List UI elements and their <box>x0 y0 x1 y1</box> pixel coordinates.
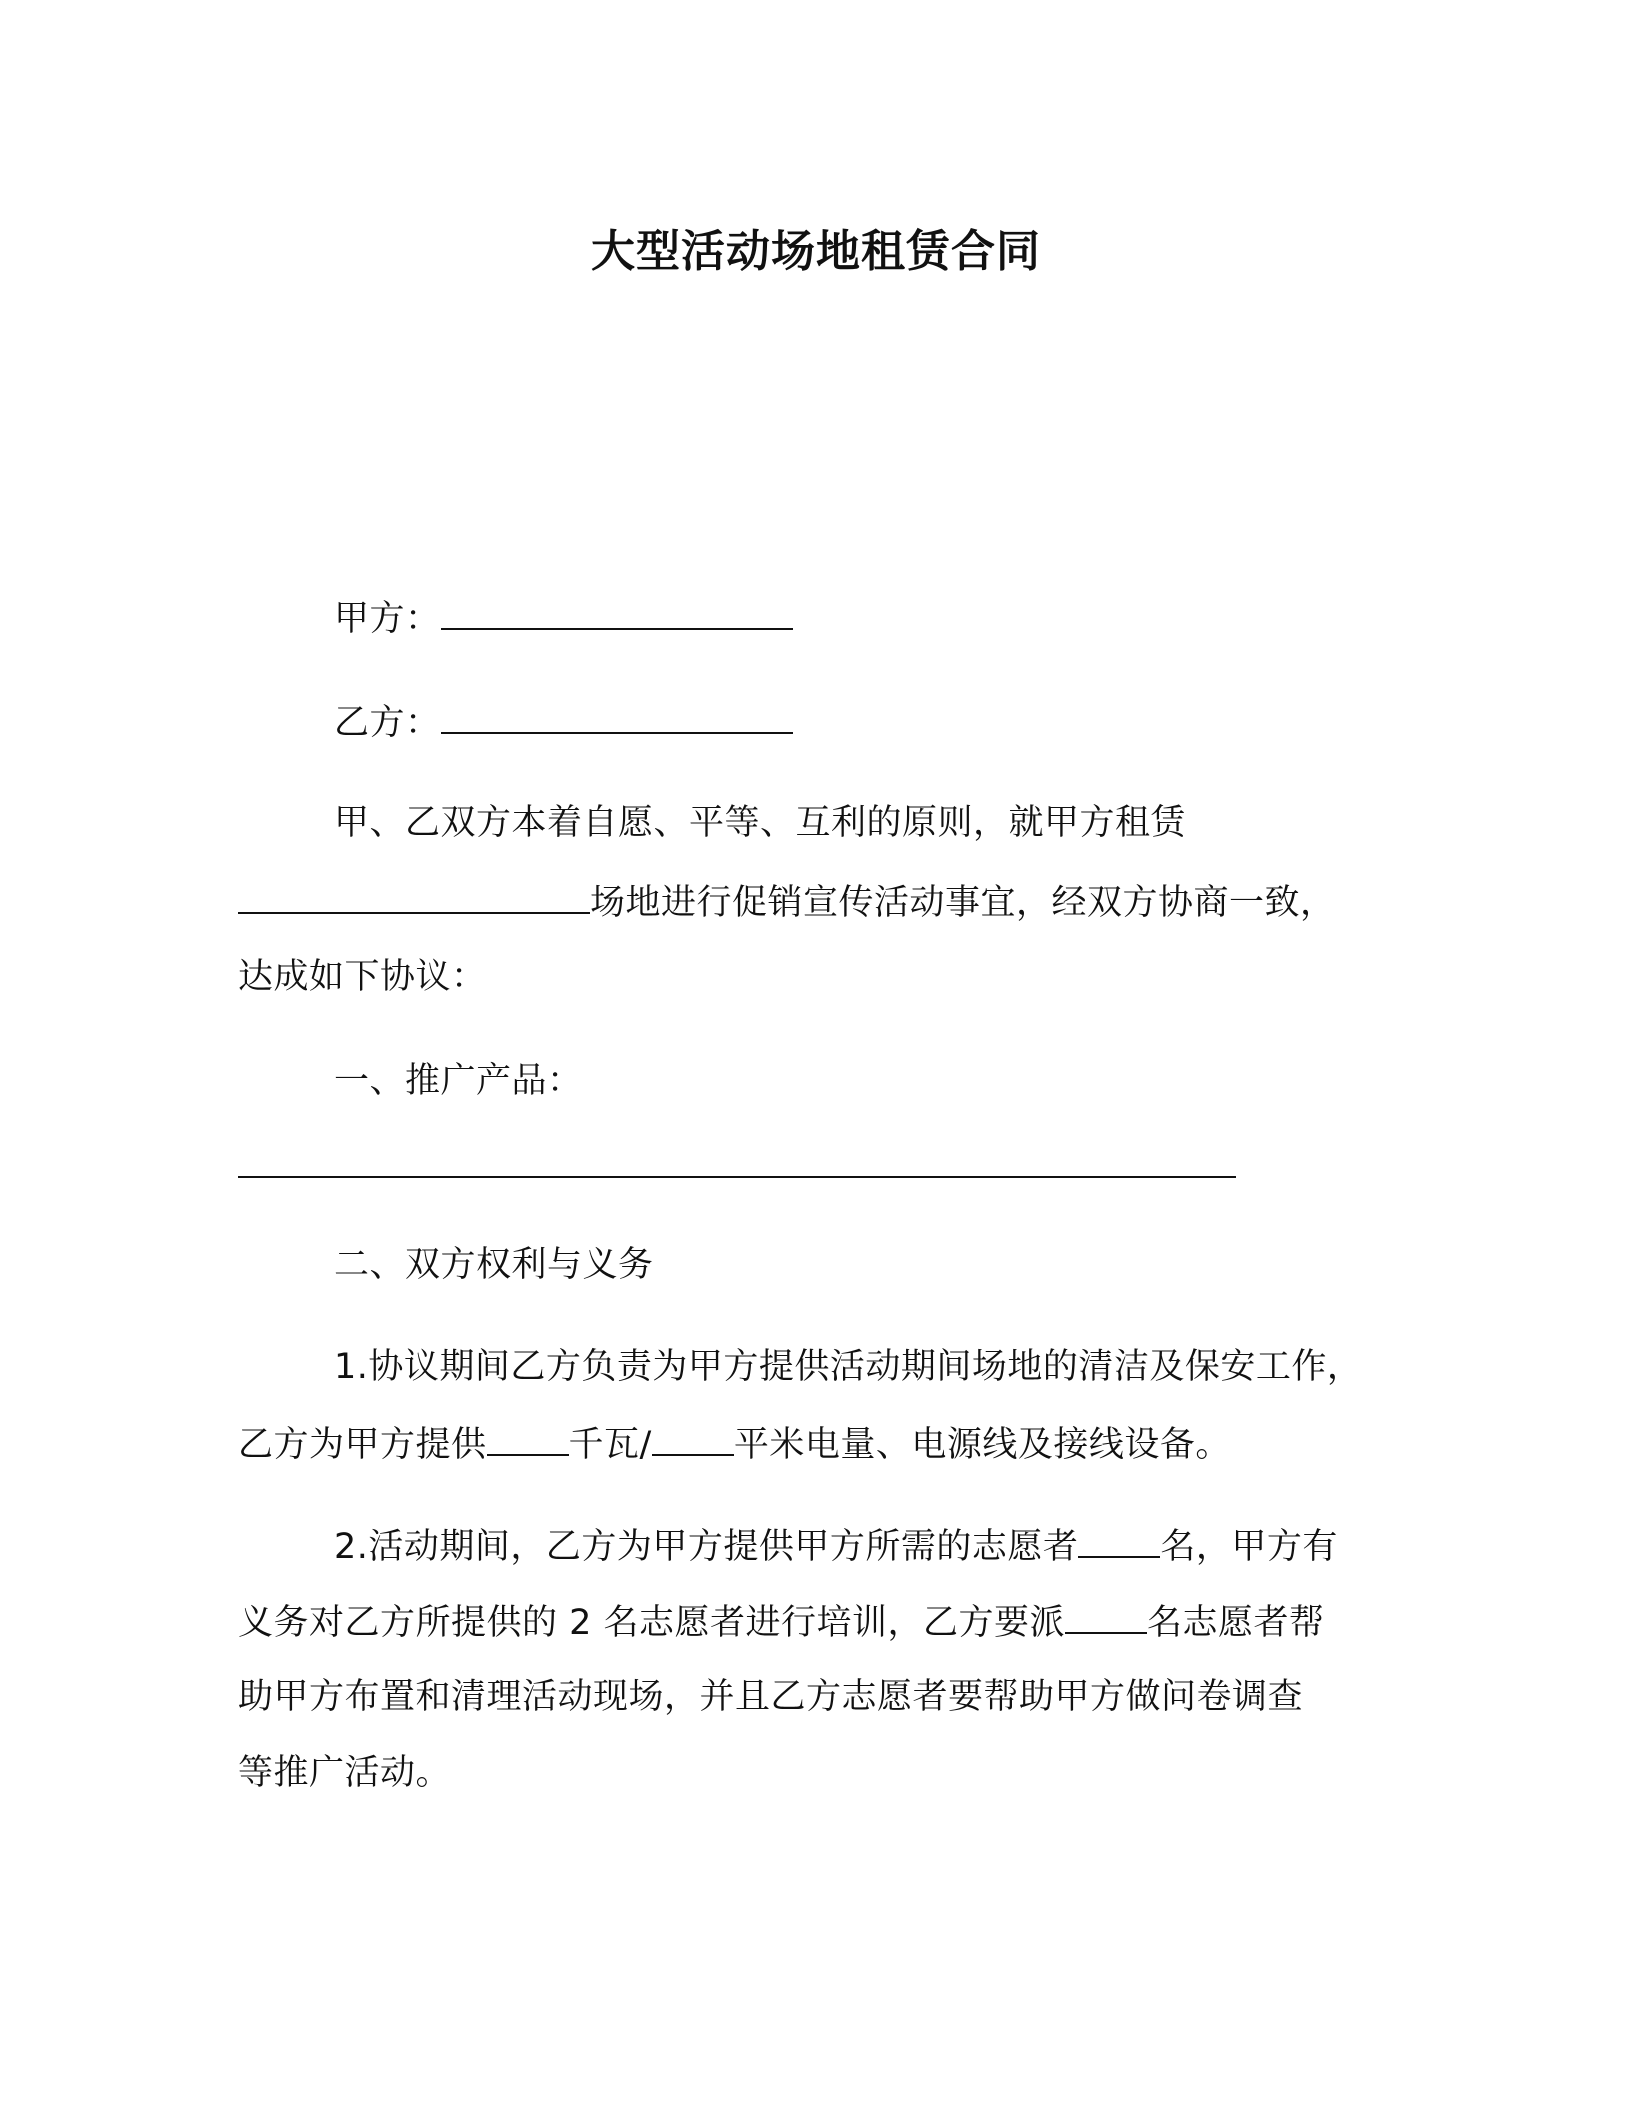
area-blank <box>652 1418 734 1456</box>
section-2-heading: 二、双方权利与义务 <box>334 1245 654 1285</box>
clause-2-text-b: 名，甲方有 <box>1160 1527 1338 1567</box>
clause-1-text-c: 平米电量、电源线及接线设备。 <box>733 1425 1231 1465</box>
clause-2-text-c: 义务对乙方所提供的 2 名志愿者进行培训，乙方要派 <box>238 1603 1066 1643</box>
party-a-label: 甲方： <box>334 599 441 639</box>
party-b-label: 乙方： <box>334 703 441 743</box>
party-a-line <box>334 592 793 644</box>
clause-1-line-1: 1.协议期间乙方负责为甲方提供活动期间场地的清洁及保安工作， <box>334 1347 1363 1387</box>
clause-2-text-d: 名志愿者帮 <box>1147 1603 1325 1643</box>
volunteer-assist-blank <box>1065 1596 1147 1634</box>
venue-blank <box>238 876 590 914</box>
clause-1-line-2 <box>238 1418 1231 1470</box>
clause-1-text-b: 千瓦/ <box>568 1425 652 1465</box>
product-line <box>238 1140 1236 1192</box>
power-blank <box>487 1418 569 1456</box>
party-b-line <box>334 696 793 748</box>
intro-line-3: 达成如下协议： <box>238 957 487 997</box>
section-1-heading: 一、推广产品： <box>334 1061 583 1101</box>
party-a-blank <box>441 592 793 630</box>
clause-2-text-a: 2.活动期间，乙方为甲方提供甲方所需的志愿者 <box>334 1527 1079 1567</box>
clause-2-line-2 <box>238 1596 1325 1648</box>
clause-2-line-3: 助甲方布置和清理活动现场，并且乙方志愿者要帮助甲方做问卷调查 <box>238 1677 1304 1717</box>
clause-1-text-a: 乙方为甲方提供 <box>238 1425 487 1465</box>
clause-2-line-1 <box>334 1520 1338 1572</box>
intro-line-2 <box>238 876 1336 928</box>
intro-line-2-text: 场地进行促销宣传活动事宜，经双方协商一致， <box>590 883 1336 923</box>
clause-2-line-4: 等推广活动。 <box>238 1753 452 1793</box>
product-blank <box>238 1140 1236 1178</box>
intro-line-1: 甲、乙双方本着自愿、平等、互利的原则，就甲方租赁 <box>334 803 1187 843</box>
party-b-blank <box>441 696 793 734</box>
document-title: 大型活动场地租赁合同 <box>591 226 1041 277</box>
volunteer-count-blank <box>1078 1520 1160 1558</box>
